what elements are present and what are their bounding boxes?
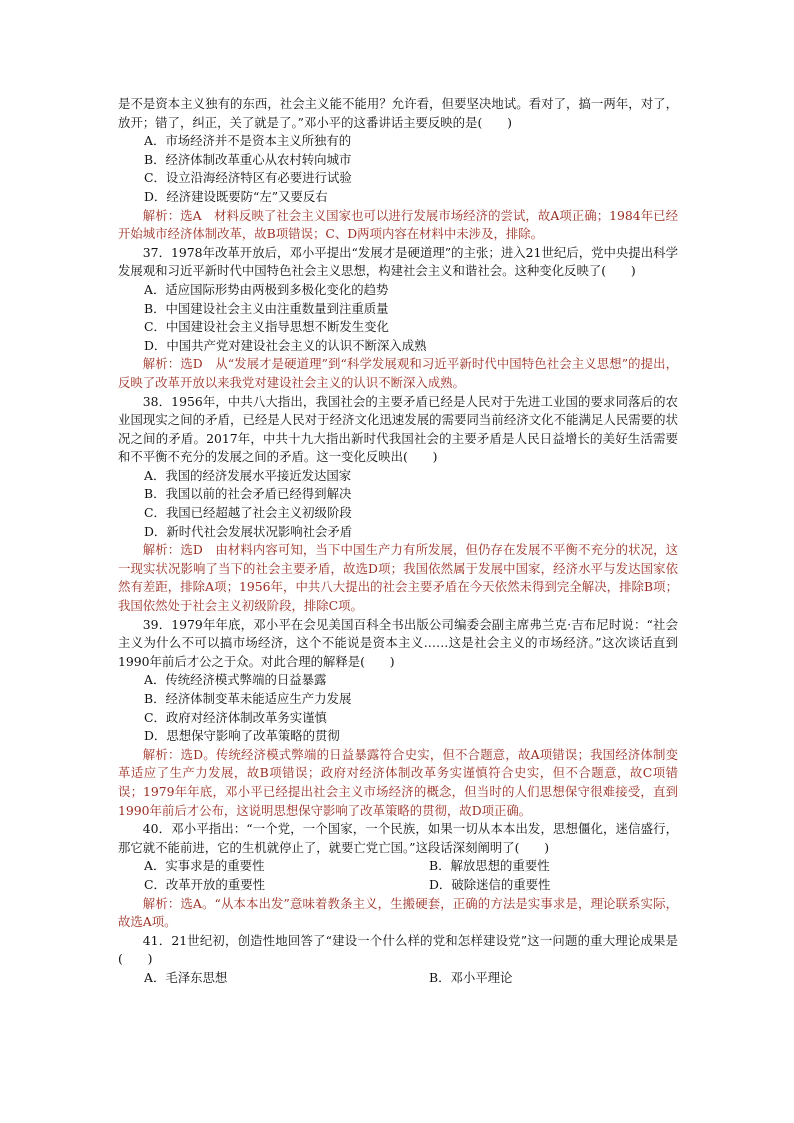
option-b: B．经济体制变革未能适应生产力发展 [144, 691, 352, 706]
option-c: C．我国已经超越了社会主义初级阶段 [144, 505, 352, 521]
document-page [118, 95, 678, 988]
option-d: D．新时代社会发展状况影响社会矛盾 [144, 523, 353, 539]
question-stem: 37．1978年改革开放后，邓小平提出“发展才是硬道理”的主张；进入21世纪后，党中央提出科学发展观和习近平新时代中国特色社会主义思想，构建社会主义和谐社会。这种变化反映了( ) [118, 244, 678, 279]
option-a: A．实事求是的重要性 [144, 858, 265, 874]
option-c: C．中国建设社会主义指导思想不断发生变化 [144, 319, 389, 335]
option-a: A．适应国际形势由两极到多极化变化的趋势 [144, 281, 389, 297]
question-stem: 41．21世纪初，创造性地回答了“建设一个什么样的党和怎样建设党”这一问题的重大理论成果是( ) [118, 932, 678, 967]
question-36 [118, 95, 678, 244]
option-row [118, 876, 678, 895]
option-c: C．改革开放的重要性 [144, 876, 265, 892]
analysis: 解析：选D 从“发展才是硬道理”到“科学发展观和习近平新时代中国特色社会主义思想”的提出，反映了改革开放以来我党对建设社会主义的认识不断深入成熟。 [118, 356, 678, 390]
question-39 [118, 616, 678, 821]
option-b: B．解放思想的重要性 [429, 858, 550, 874]
question-stem: 38．1956年，中共八大指出，我国社会的主要矛盾已经是人民对于先进工业国的要求同落后的农业国现实之间的矛盾，已经是人民对于经济文化迅速发展的需要同当前经济文化不能满足人民需要的状况之间的矛盾。2017年，中共十九大指出新时代我国社会的主要矛盾是人民日益增长的美好生活需要和不平衡不充分的发展之间的矛盾。这一变化反映出( ) [118, 393, 678, 465]
option-c: C．设立沿海经济特区有必要进行试验 [144, 170, 352, 186]
option-c: C．政府对经济体制改革务实谨慎 [144, 709, 327, 725]
option-a: A．我国的经济发展水平接近发达国家 [144, 467, 352, 483]
option-a: A．传统经济模式弊端的日益暴露 [144, 672, 327, 688]
option-row [118, 969, 678, 988]
question-37 [118, 244, 678, 393]
question-stem: 40．邓小平指出：“一个党，一个国家，一个民族，如果一切从本本出发，思想僵化，迷信盛行，那它就不能前进，它的生机就停止了，就要亡党亡国。”这段话深刻阐明了( ) [118, 821, 678, 855]
option-d: D．中国共产党对建设社会主义的认识不断深入成熟 [144, 337, 427, 353]
option-d: D．破除迷信的重要性 [429, 876, 551, 892]
option-b: B．经济体制改革重心从农村转向城市 [144, 151, 352, 167]
option-a: A．市场经济并不是资本主义所独有的 [144, 133, 352, 149]
option-a: A．毛泽东思想 [144, 969, 228, 985]
question-38 [118, 393, 678, 616]
question-41 [118, 932, 678, 988]
option-b: B．中国建设社会主义由注重数量到注重质量 [144, 300, 389, 316]
option-b: B．我国以前的社会矛盾已经得到解决 [144, 486, 352, 502]
option-row [118, 857, 678, 876]
question-40 [118, 820, 678, 932]
option-d: D．思想保守影响了改革策略的贯彻 [144, 728, 340, 744]
analysis: 解析：选A。“从本本出发”意味着教条主义，生搬硬套，正确的方法是实事求是，理论联系实际，故选A项。 [118, 895, 678, 930]
analysis: 解析：选D。传统经济模式弊端的日益暴露符合史实，但不合题意，故A项错误；我国经济体制变革适应了生产力发展，故B项错误；政府对经济体制改革务实谨慎符合史实，但不合题意，故C项错误；1979年年底，邓小平已经提出社会主义市场经济的概念，但当时的人们思想保守很难接受，直到1990年前后才公布，这说明思想保守影响了改革策略的贯彻，故D项正确。 [118, 746, 678, 818]
question-stem: 是不是资本主义独有的东西，社会主义能不能用？允许看，但要坚决地试。看对了，搞一两年，对了，放开；错了，纠正，关了就是了。”邓小平的这番讲话主要反映的是( ) [118, 96, 678, 130]
option-d: D．经济建设既要防“左”又要反右 [144, 188, 328, 204]
analysis: 解析：选D 由材料内容可知，当下中国生产力有所发展，但仍存在发展不平衡不充分的状况，这一现实状况影响了当下的社会主要矛盾，故选D项；我国依然属于发展中国家，经济水平与发达国家依然有差距，排除A项；1956年，中共八大提出的社会主要矛盾在今天依然未得到完全解决，排除B项；我国依然处于社会主义初级阶段，排除C项。 [118, 542, 678, 614]
question-stem: 39．1979年年底，邓小平在会见美国百科全书出版公司编委会副主席弗兰克·吉布尼时说：“社会主义为什么不可以搞市场经济，这个不能说是资本主义……这是社会主义的市场经济。”这次谈话直到1990年前后才公之于众。对此合理的解释是( ) [118, 616, 678, 669]
option-b: B．邓小平理论 [429, 969, 513, 985]
analysis: 解析：选A 材料反映了社会主义国家也可以进行发展市场经济的尝试，故A项正确；1984年已经开始城市经济体制改革，故B项错误；C、D两项内容在材料中未涉及，排除。 [118, 207, 678, 242]
